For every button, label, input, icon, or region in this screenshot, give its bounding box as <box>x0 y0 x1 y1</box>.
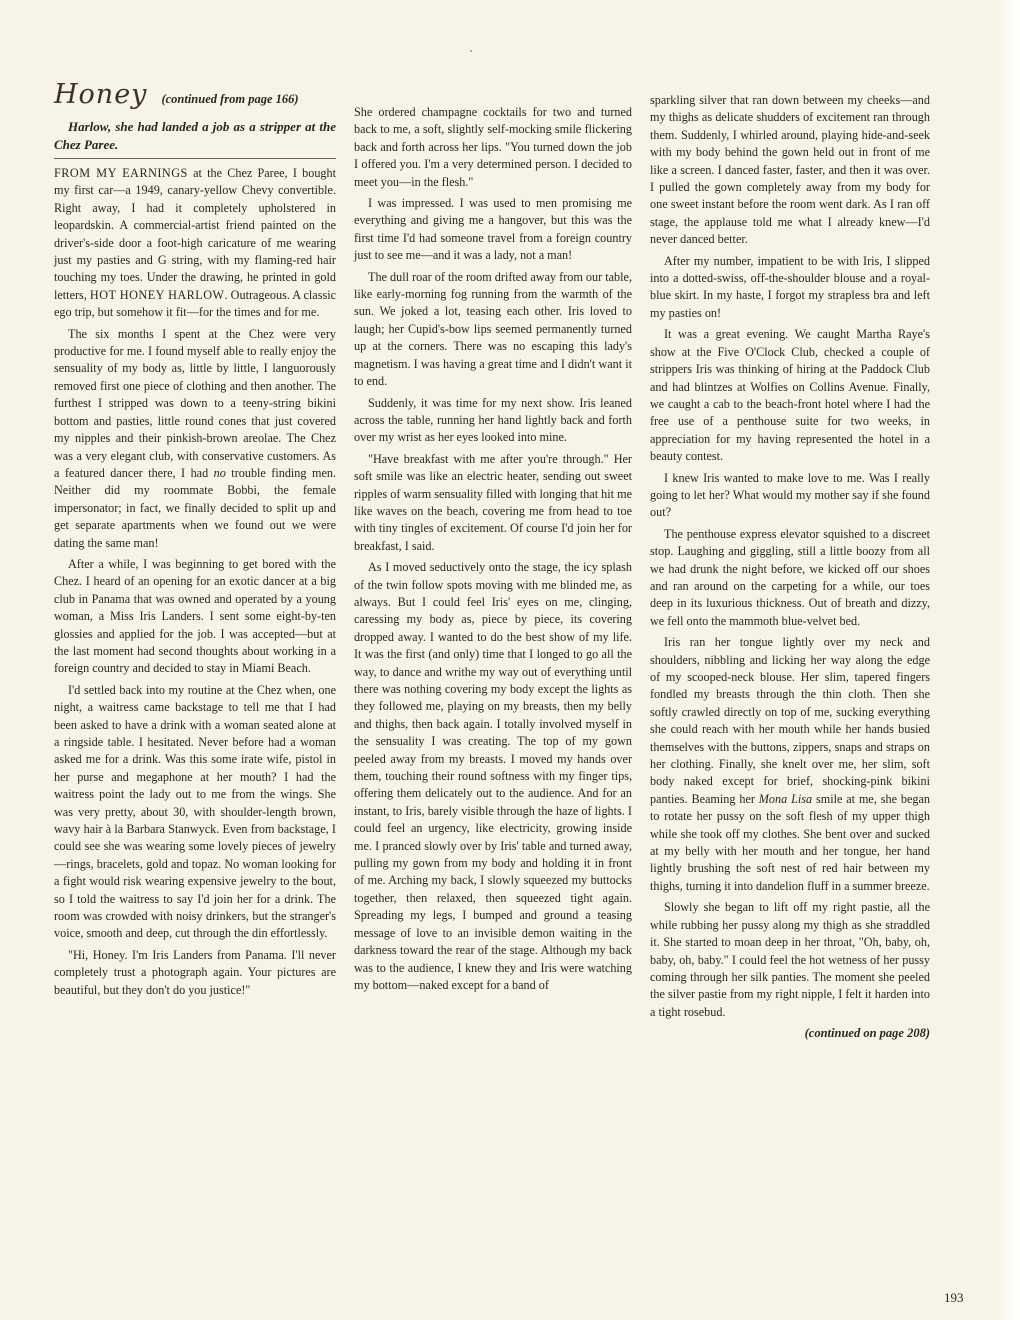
paragraph-text: trouble finding men. Neither did my roommate Bobbi, the female impersonator; in fact, we finally decided to split up and get separate apartments when we found out we were dating the same man! <box>54 465 336 550</box>
continued-from-note: (continued from page 166) <box>161 92 299 106</box>
emphasis: no <box>213 465 226 480</box>
paragraph: "Have breakfast with me after you're through." Her soft smile was like an electric heater, sending out sweet ripples of warm sensuality filled with longing that hit me like waves on the beach, covering me from head to toe with tiny tingles of excitement. Of course I'd join her for breakfast, I said. <box>354 451 632 553</box>
paragraph: I knew Iris wanted to make love to me. Was I really going to let her? What would my mother say if she found out? <box>650 470 930 520</box>
paragraph: Suddenly, it was time for my next show. Iris leaned across the table, running her hand lightly back and forth over my wrist as her eyes looked into mine. <box>354 395 632 445</box>
paragraph: The penthouse express elevator squished to a discreet stop. Laughing and giggling, still a little boozy from all we had drunk the night before, we kicked off our shoes and ran around on the carpeting for a while, our toes deep in its luxurious thickness. Out of breath and dizzy, we fell onto the mammoth blue-velvet bed. <box>650 526 930 628</box>
paragraph-text: at the Chez Paree, I bought my first car—a 1949, canary-yellow Chevy convertible. Right away, I had it completely upholstered in leopardskin. A commercial-artist friend painted on the driver's-side door a foot-high caricature of me wearing just my pasties and G string, with my flaming-red hair touching my toes. Under the drawing, he printed in gold letters, <box>54 166 336 302</box>
paragraph: She ordered champagne cocktails for two and turned back to me, a soft, slightly self-mocking smile flickering back and forth across her lips. "You turned down the job I offered you. I'm a very determined person. I decided to meet you—in the flesh." <box>354 105 632 189</box>
paragraph-text: The six months I spent at the Chez were very productive for me. I found myself able to really enjoy the sensuality of my body as, little by little, I languorously removed first one piece of clothing and then another. The furthest I stripped was down to a teeny-string bikini bottom and pasties, little round cones that just covered my nipples and their pinkish-brown areolae. The Chez was a very elegant club, with conservative customers. As a featured dancer there, I had <box>54 326 336 480</box>
article-header <box>54 79 336 116</box>
paragraph: After a while, I was beginning to get bored with the Chez. I heard of an opening for an exotic dancer at a big club in Panama that was owned and operated by a young woman, a Miss Iris Landers. I sent some eight-by-ten glossies and applied for the job. I was accepted—but at the last moment had second thoughts about working in a foreign country and decided to stay in Miami Beach. <box>54 556 336 676</box>
paragraph: I was impressed. I was used to men promising me everything and giving me a hangover, but this was the first time I'd had someone travel from a foreign country just to see me—and it was a lady, not a man! <box>354 196 632 263</box>
paragraph: "Hi, Honey. I'm Iris Landers from Panama. I'll never completely trust a photograph again. Your pictures are beautiful, but they don't do you justice!" <box>54 947 336 997</box>
paragraph: The dull roar of the room drifted away from our table, like early-morning fog running from the warmth of the sun. We joked a lot, teasing each other. Iris loved to laugh; her Cupid's-bow lips seemed permanently turned up at the corners. There was no escaping this lady's magnetism. I was having a great time and I didn't want it to end. <box>354 269 632 389</box>
paragraph: After my number, impatient to be with Iris, I slipped into a dotted-swiss, off-the-shoulder blouse and a royal-blue skirt. In my haste, I forgot my strapless bra and left my pasties on! <box>650 253 930 320</box>
continued-on-note: (continued on page 208) <box>804 1026 930 1041</box>
paragraph-text: . Outrageous. A classic ego trip, but somehow it fit—for the times and for me. <box>54 287 336 320</box>
paragraph: sparkling silver that ran down between my cheeks—and my thighs as delicate shudders of excitement ran through them. Suddenly, I whirled around, playing hide-and-seek with my body behind the gown held out in front of me like a screen. I danced faster, faster, and then it was over. I pulled the gown completely away from my body for one sweet instant before the room went dark. As I ran off stage, the applause told me what I already knew—I'd never danced better. <box>650 93 930 247</box>
paragraph: I'd settled back into my routine at the Chez when, one night, a waitress came backstage to tell me that I had been asked to have a drink with a woman seated alone at a ringside table. I hesitated. Never before had a woman asked me for a drink. Was this some irate wife, pistol in her purse and megaphone at her mouth? I had the waitress point the lady out to me from the wings. She was very pretty, about 30, with shoulder-length brown, wavy hair à la Barbara Stanwyck. Even from backstage, I could see she was wearing some lovely pieces of jewelry—rings, bracelets, gold and topaz. No woman looking for a fight would risk wearing expensive jewelry to the bout, so I told the waitress to say I'd join her for a drink. The room was crowded with noisy drinkers, but the stranger's voice, smooth and deep, cut through the din effortlessly. <box>54 682 336 941</box>
emphasis: Mona Lisa <box>758 791 813 806</box>
paragraph-text: smile at me, she began to rotate her pussy on the soft flesh of my upper thigh while she took off my clothes. She bent over and sucked at my belly with her mouth and her tongue, her hand lightly brushing the soft nest of red hair between my thighs, turning it into dandelion fluff in a summer breeze. <box>650 791 931 893</box>
paragraph <box>54 165 336 322</box>
print-speck <box>470 50 472 52</box>
paragraph: It was a great evening. We caught Martha Raye's show at the Five O'Clock Club, checked a couple of strippers Iris was thinking of hiring at the Paddock Club and had blintzes at Wolfies on Collins Avenue. Finally, we caught a cab to the beach-front hotel where I had the free use of a penthouse suite for two weeks, in appreciation for my having represented the hotel in a beauty contest. <box>650 327 930 464</box>
paragraph-text: Iris ran her tongue lightly over my neck and shoulders, nibbling and licking her way along the edge of my scooped-neck blouse. Her slim, tapered fingers fondled my breasts through the thin cloth. Then she softly crawled directly on top of me, sucking everything she could reach with her mouth while her hands busied themselves with the buttons, zippers, snaps and straps on her clothing. Finally, she knelt over me, her slim, soft body naked except for brief, shocking-pink bikini panties. Beaming her <box>650 635 930 806</box>
paragraph: Slowly she began to lift off my right pastie, all the while rubbing her pussy along my thigh as she straddled it. She started to moan deep in her throat, "Oh, baby, oh, baby, oh, baby." I could feel the hot wetness of her pussy coming through her silk panties. The moment she peeled the silver pastie from my right nipple, I felt it harden into a tight rosebud. <box>650 900 930 1019</box>
divider-rule <box>54 158 336 159</box>
column-3 <box>650 92 930 1043</box>
paragraph <box>54 326 336 552</box>
lead-sentence: Harlow, she had landed a job as a stripper at the Chez Paree. <box>54 119 336 152</box>
article-title: Honey <box>54 79 148 110</box>
car-door-lettering: HOT HONEY HARLOW <box>89 287 225 302</box>
page-number: 193 <box>944 1290 964 1305</box>
drop-in-smallcaps: FROM MY EARNINGS <box>54 166 188 180</box>
paragraph <box>650 634 930 895</box>
paragraph: As I moved seductively onto the stage, the icy splash of the twin follow spots moving with me blinded me, as always. But I could feel Iris' eyes on me, clinging, caressing my body as, piece by piece, its covering dropped away. I wanted to do the best show of my life. It was the first (and only) time that I longed to go all the way, to dance and writhe my way out of everything until there was nothing covering my body except the lights as they followed me, playing on my breasts, then my belly and thighs, then back again. I totally involved myself in the sensuality I was creating. The top of my gown peeled away from my breasts. I moved my hands over them, touching their round softness with my finger tips, offering them delicately out to the audience. And for an instant, to Iris, barely visible through the haze of lights. I could feel an urgency, like electricity, growing inside me. I pranced slowly over by Iris' table and turned away, pulling my gown from my body and holding it in front of me. Arching my back, I slowly squeezed my buttocks together, then relaxed, then squeezed tight again. Spreading my legs, I bumped and ground a teasing message of love to an invisible demon waiting in the darkness toward the rear of the stage. Although my back was to the audience, I knew they and Iris were watching my bottom—naked except for a band of <box>354 560 632 992</box>
column-1 <box>54 79 336 1003</box>
column-2 <box>354 104 632 998</box>
page-edge <box>996 0 1020 1320</box>
